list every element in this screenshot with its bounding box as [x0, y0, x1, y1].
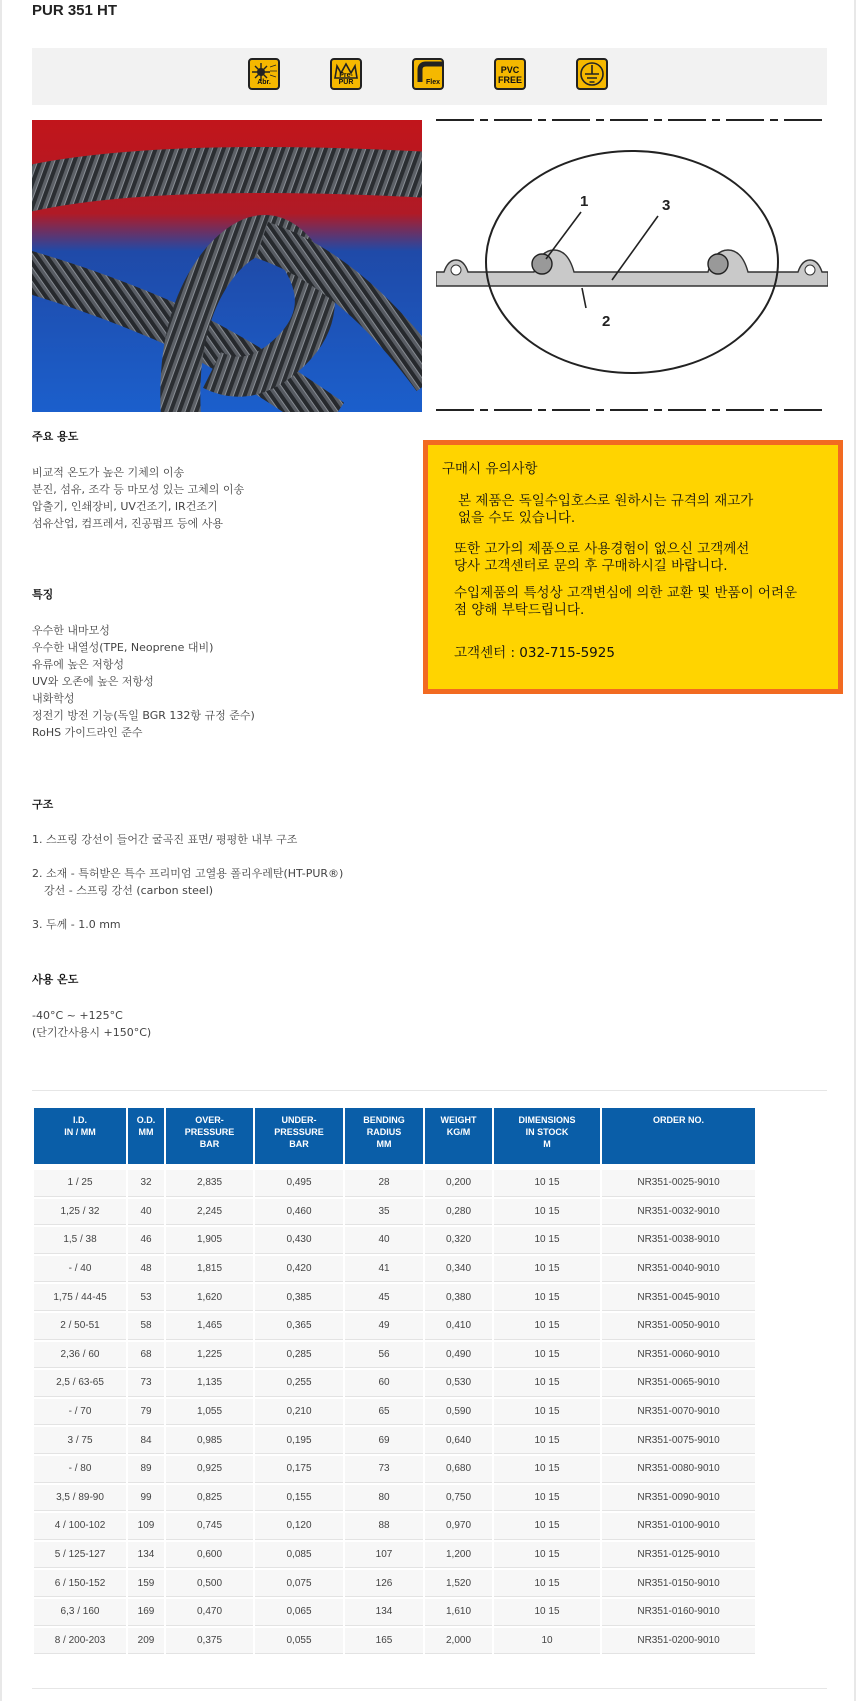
table-cell: 73 [128, 1370, 164, 1397]
table-cell: NR351-0125-9010 [602, 1542, 755, 1569]
feature-line: 우수한 내마모성 [32, 624, 110, 637]
table-cell: 10 15 [494, 1170, 600, 1197]
structure-item-1: 1. 스프링 강선이 들어간 굴곡진 표면/ 평평한 내부 구조 [32, 833, 298, 846]
feature-line: UV와 오존에 높은 저항성 [32, 675, 154, 688]
table-cell: 0,085 [255, 1542, 343, 1569]
table-cell: 1,620 [166, 1284, 253, 1311]
table-cell: 2,245 [166, 1199, 253, 1226]
pre-pur-icon: Pre-PUR [330, 58, 362, 90]
table-cell: 0,055 [255, 1628, 343, 1655]
table-cell: 10 15 [494, 1342, 600, 1369]
notice-line: 또한 고가의 제품으로 사용경험이 없으신 고객께선 [454, 541, 750, 557]
table-cell: 10 15 [494, 1513, 600, 1540]
table-cell: 10 15 [494, 1227, 600, 1254]
flex-icon: Flex [412, 58, 444, 90]
table-cell: 0,925 [166, 1456, 253, 1483]
table-cell: 0,600 [166, 1542, 253, 1569]
table-cell: 0,380 [425, 1284, 492, 1311]
table-cell: 10 15 [494, 1313, 600, 1340]
table-cell: 0,750 [425, 1485, 492, 1512]
table-cell: 48 [128, 1256, 164, 1283]
table-cell: 10 15 [494, 1370, 600, 1397]
table-row [34, 1170, 755, 1197]
table-cell: 0,985 [166, 1427, 253, 1454]
usage-line: 비교적 온도가 높은 기체의 이송 [32, 466, 185, 479]
table-cell: 0,460 [255, 1199, 343, 1226]
table-row [34, 1570, 755, 1597]
table-cell: 2,835 [166, 1170, 253, 1197]
table-cell: 1,200 [425, 1542, 492, 1569]
feature-line: RoHS 가이드라인 준수 [32, 726, 143, 739]
table-cell: 10 [494, 1628, 600, 1655]
pvc-free-icon: PVC FREE [494, 58, 526, 90]
col-header-od: O.D. MM [128, 1108, 164, 1164]
table-row [34, 1399, 755, 1426]
table-cell: NR351-0075-9010 [602, 1427, 755, 1454]
table-row [34, 1256, 755, 1283]
usage-line: 압출기, 인쇄장비, UV건조기, IR건조기 [32, 500, 218, 513]
table-cell: 0,495 [255, 1170, 343, 1197]
table-cell: 10 15 [494, 1599, 600, 1626]
section-divider [32, 1090, 827, 1091]
table-cell: 126 [345, 1570, 423, 1597]
table-cell: 0,410 [425, 1313, 492, 1340]
structure-item-2-sub: 강선 - 스프링 강선 (carbon steel) [44, 884, 214, 897]
feature-line: 내화학성 [32, 692, 75, 705]
table-row [34, 1227, 755, 1254]
table-cell: 79 [128, 1399, 164, 1426]
table-cell: 65 [345, 1399, 423, 1426]
feature-line: 유류에 높은 저항성 [32, 658, 125, 671]
table-cell: 169 [128, 1599, 164, 1626]
ground-icon [576, 58, 608, 90]
table-cell: 1,25 / 32 [34, 1199, 126, 1226]
table-cell: NR351-0090-9010 [602, 1485, 755, 1512]
table-cell: 0,200 [425, 1170, 492, 1197]
usage-list [32, 464, 244, 532]
notice-line: 본 제품은 독일수입호스로 원하시는 규격의 재고가 [458, 493, 754, 509]
table-row [34, 1542, 755, 1569]
table-cell: 1,225 [166, 1342, 253, 1369]
table-cell: 0,825 [166, 1485, 253, 1512]
col-header-weight: WEIGHT KG/M [425, 1108, 492, 1164]
table-cell: 10 15 [494, 1427, 600, 1454]
temperature-info [32, 1007, 151, 1041]
structure-heading: 구조 [32, 798, 54, 811]
table-cell: 10 15 [494, 1542, 600, 1569]
table-cell: 1,520 [425, 1570, 492, 1597]
table-cell: 49 [345, 1313, 423, 1340]
table-cell: 60 [345, 1370, 423, 1397]
table-cell: 10 15 [494, 1456, 600, 1483]
col-header-order-no: ORDER NO. [602, 1108, 755, 1164]
table-cell: 5 / 125-127 [34, 1542, 126, 1569]
table-cell: 0,490 [425, 1342, 492, 1369]
table-cell: 165 [345, 1628, 423, 1655]
table-cell: - / 70 [34, 1399, 126, 1426]
table-cell: 10 15 [494, 1199, 600, 1226]
features-list [32, 622, 255, 741]
table-cell: 1,5 / 38 [34, 1227, 126, 1254]
table-cell: 109 [128, 1513, 164, 1540]
table-cell: 1,465 [166, 1313, 253, 1340]
table-cell: NR351-0050-9010 [602, 1313, 755, 1340]
table-cell: 80 [345, 1485, 423, 1512]
table-cell: 0,970 [425, 1513, 492, 1540]
usage-line: 섬유산업, 컴프레셔, 진공펌프 등에 사용 [32, 517, 223, 530]
table-cell: 41 [345, 1256, 423, 1283]
table-row [34, 1199, 755, 1226]
table-cell: NR351-0065-9010 [602, 1370, 755, 1397]
table-cell: NR351-0060-9010 [602, 1342, 755, 1369]
table-cell: 46 [128, 1227, 164, 1254]
table-row [34, 1427, 755, 1454]
table-cell: 10 15 [494, 1485, 600, 1512]
table-row [34, 1628, 755, 1655]
table-cell: 0,210 [255, 1399, 343, 1426]
table-row [34, 1342, 755, 1369]
table-cell: NR351-0025-9010 [602, 1170, 755, 1197]
table-row [34, 1456, 755, 1483]
table-cell: 0,285 [255, 1342, 343, 1369]
table-cell: 1,905 [166, 1227, 253, 1254]
notice-line: 점 양해 부탁드립니다. [454, 602, 585, 618]
table-cell: NR351-0150-9010 [602, 1570, 755, 1597]
table-row [34, 1513, 755, 1540]
table-cell: 0,430 [255, 1227, 343, 1254]
table-cell: 45 [345, 1284, 423, 1311]
temperature-short-term: (단기간사용시 +150°C) [32, 1026, 152, 1039]
table-row [34, 1485, 755, 1512]
table-cell: 3,5 / 89-90 [34, 1485, 126, 1512]
spec-table [32, 1106, 757, 1656]
table-cell: 1,135 [166, 1370, 253, 1397]
callout-3: 3 [662, 197, 671, 214]
table-cell: 6,3 / 160 [34, 1599, 126, 1626]
col-header-dimensions: DIMENSIONS IN STOCK M [494, 1108, 600, 1164]
table-cell: NR351-0100-9010 [602, 1513, 755, 1540]
product-photo [32, 120, 422, 412]
callout-2: 2 [602, 313, 611, 330]
table-cell: NR351-0032-9010 [602, 1199, 755, 1226]
table-cell: 0,375 [166, 1628, 253, 1655]
table-cell: 84 [128, 1427, 164, 1454]
table-cell: 2,000 [425, 1628, 492, 1655]
notice-title: 구매시 유의사항 [442, 461, 538, 477]
table-cell: 0,255 [255, 1370, 343, 1397]
col-header-under-pressure: UNDER- PRESSURE BAR [255, 1108, 343, 1164]
table-row [34, 1370, 755, 1397]
table-cell: 89 [128, 1456, 164, 1483]
purchase-notice [423, 440, 843, 694]
table-cell: 3 / 75 [34, 1427, 126, 1454]
page-frame-left [0, 0, 2, 1701]
bottom-divider [32, 1688, 827, 1689]
table-cell: 107 [345, 1542, 423, 1569]
table-cell: 0,340 [425, 1256, 492, 1283]
table-cell: 40 [128, 1199, 164, 1226]
table-cell: 68 [128, 1342, 164, 1369]
table-cell: 1,815 [166, 1256, 253, 1283]
notice-line: 당사 고객센터로 문의 후 구매하시길 바랍니다. [454, 558, 728, 574]
table-row [34, 1313, 755, 1340]
notice-line: 수입제품의 특성상 고객변심에 의한 교환 및 반품이 어려운 [454, 585, 798, 601]
table-cell: 10 15 [494, 1570, 600, 1597]
table-cell: 134 [345, 1599, 423, 1626]
table-cell: 8 / 200-203 [34, 1628, 126, 1655]
table-cell: 0,745 [166, 1513, 253, 1540]
customer-center-contact: 고객센터 : 032-715-5925 [454, 645, 615, 661]
col-header-over-pressure: OVER- PRESSURE BAR [166, 1108, 253, 1164]
table-cell: 69 [345, 1427, 423, 1454]
table-cell: NR351-0045-9010 [602, 1284, 755, 1311]
structure-list [32, 831, 343, 933]
page-frame-right [854, 0, 856, 1701]
table-cell: 0,530 [425, 1370, 492, 1397]
features-heading: 특징 [32, 588, 54, 601]
table-cell: 2,5 / 63-65 [34, 1370, 126, 1397]
structure-item-2: 2. 소재 - 특허받은 특수 프리미엄 고열용 폴리우레탄(HT-PUR®) [32, 867, 344, 880]
table-cell: 10 15 [494, 1284, 600, 1311]
product-title: PUR 351 HT [32, 2, 118, 19]
table-cell: 10 15 [494, 1399, 600, 1426]
table-cell: 134 [128, 1542, 164, 1569]
table-cell: 0,065 [255, 1599, 343, 1626]
table-cell: NR351-0038-9010 [602, 1227, 755, 1254]
temperature-heading: 사용 온도 [32, 973, 79, 986]
table-cell: 35 [345, 1199, 423, 1226]
table-cell: 0,420 [255, 1256, 343, 1283]
usage-heading: 주요 용도 [32, 430, 79, 443]
table-cell: 32 [128, 1170, 164, 1197]
table-cell: NR351-0070-9010 [602, 1399, 755, 1426]
table-cell: 0,500 [166, 1570, 253, 1597]
table-cell: 4 / 100-102 [34, 1513, 126, 1540]
table-cell: 0,155 [255, 1485, 343, 1512]
table-cell: 0,175 [255, 1456, 343, 1483]
table-cell: 40 [345, 1227, 423, 1254]
table-cell: 209 [128, 1628, 164, 1655]
temperature-range: -40°C ~ +125°C [32, 1009, 123, 1022]
callout-1: 1 [580, 193, 589, 210]
table-cell: 1,610 [425, 1599, 492, 1626]
table-cell: NR351-0080-9010 [602, 1456, 755, 1483]
table-cell: 1,75 / 44-45 [34, 1284, 126, 1311]
table-cell: 0,470 [166, 1599, 253, 1626]
feature-line: 정전기 방전 기능(독일 BGR 132항 규정 준수) [32, 709, 255, 722]
table-cell: - / 80 [34, 1456, 126, 1483]
usage-line: 분진, 섬유, 조각 등 마모성 있는 고체의 이송 [32, 483, 245, 496]
table-cell: 0,680 [425, 1456, 492, 1483]
table-cell: 159 [128, 1570, 164, 1597]
table-cell: NR351-0040-9010 [602, 1256, 755, 1283]
table-cell: 0,075 [255, 1570, 343, 1597]
table-row [34, 1599, 755, 1626]
feature-line: 우수한 내열성(TPE, Neoprene 대비) [32, 641, 214, 654]
table-cell: 2 / 50-51 [34, 1313, 126, 1340]
table-cell: 0,640 [425, 1427, 492, 1454]
structure-item-3: 3. 두께 - 1.0 mm [32, 918, 121, 931]
table-cell: 53 [128, 1284, 164, 1311]
table-cell: 0,280 [425, 1199, 492, 1226]
notice-line: 없을 수도 있습니다. [458, 510, 576, 526]
table-header-row [34, 1108, 755, 1164]
table-cell: 0,195 [255, 1427, 343, 1454]
table-cell: 0,590 [425, 1399, 492, 1426]
cross-section-diagram [436, 112, 828, 416]
table-cell: 6 / 150-152 [34, 1570, 126, 1597]
table-cell: 0,120 [255, 1513, 343, 1540]
table-cell: 56 [345, 1342, 423, 1369]
table-cell: 1 / 25 [34, 1170, 126, 1197]
table-cell: 10 15 [494, 1256, 600, 1283]
table-cell: - / 40 [34, 1256, 126, 1283]
table-cell: 73 [345, 1456, 423, 1483]
abrasion-icon: Abr. [248, 58, 280, 90]
table-cell: 58 [128, 1313, 164, 1340]
table-cell: 99 [128, 1485, 164, 1512]
table-cell: 2,36 / 60 [34, 1342, 126, 1369]
col-header-bending-radius: BENDING RADIUS MM [345, 1108, 423, 1164]
table-cell: 88 [345, 1513, 423, 1540]
table-cell: NR351-0200-9010 [602, 1628, 755, 1655]
col-header-id: I.D. IN / MM [34, 1108, 126, 1164]
table-cell: 1,055 [166, 1399, 253, 1426]
table-row [34, 1284, 755, 1311]
table-cell: 28 [345, 1170, 423, 1197]
table-cell: 0,365 [255, 1313, 343, 1340]
table-cell: 0,385 [255, 1284, 343, 1311]
table-cell: 0,320 [425, 1227, 492, 1254]
table-cell: NR351-0160-9010 [602, 1599, 755, 1626]
